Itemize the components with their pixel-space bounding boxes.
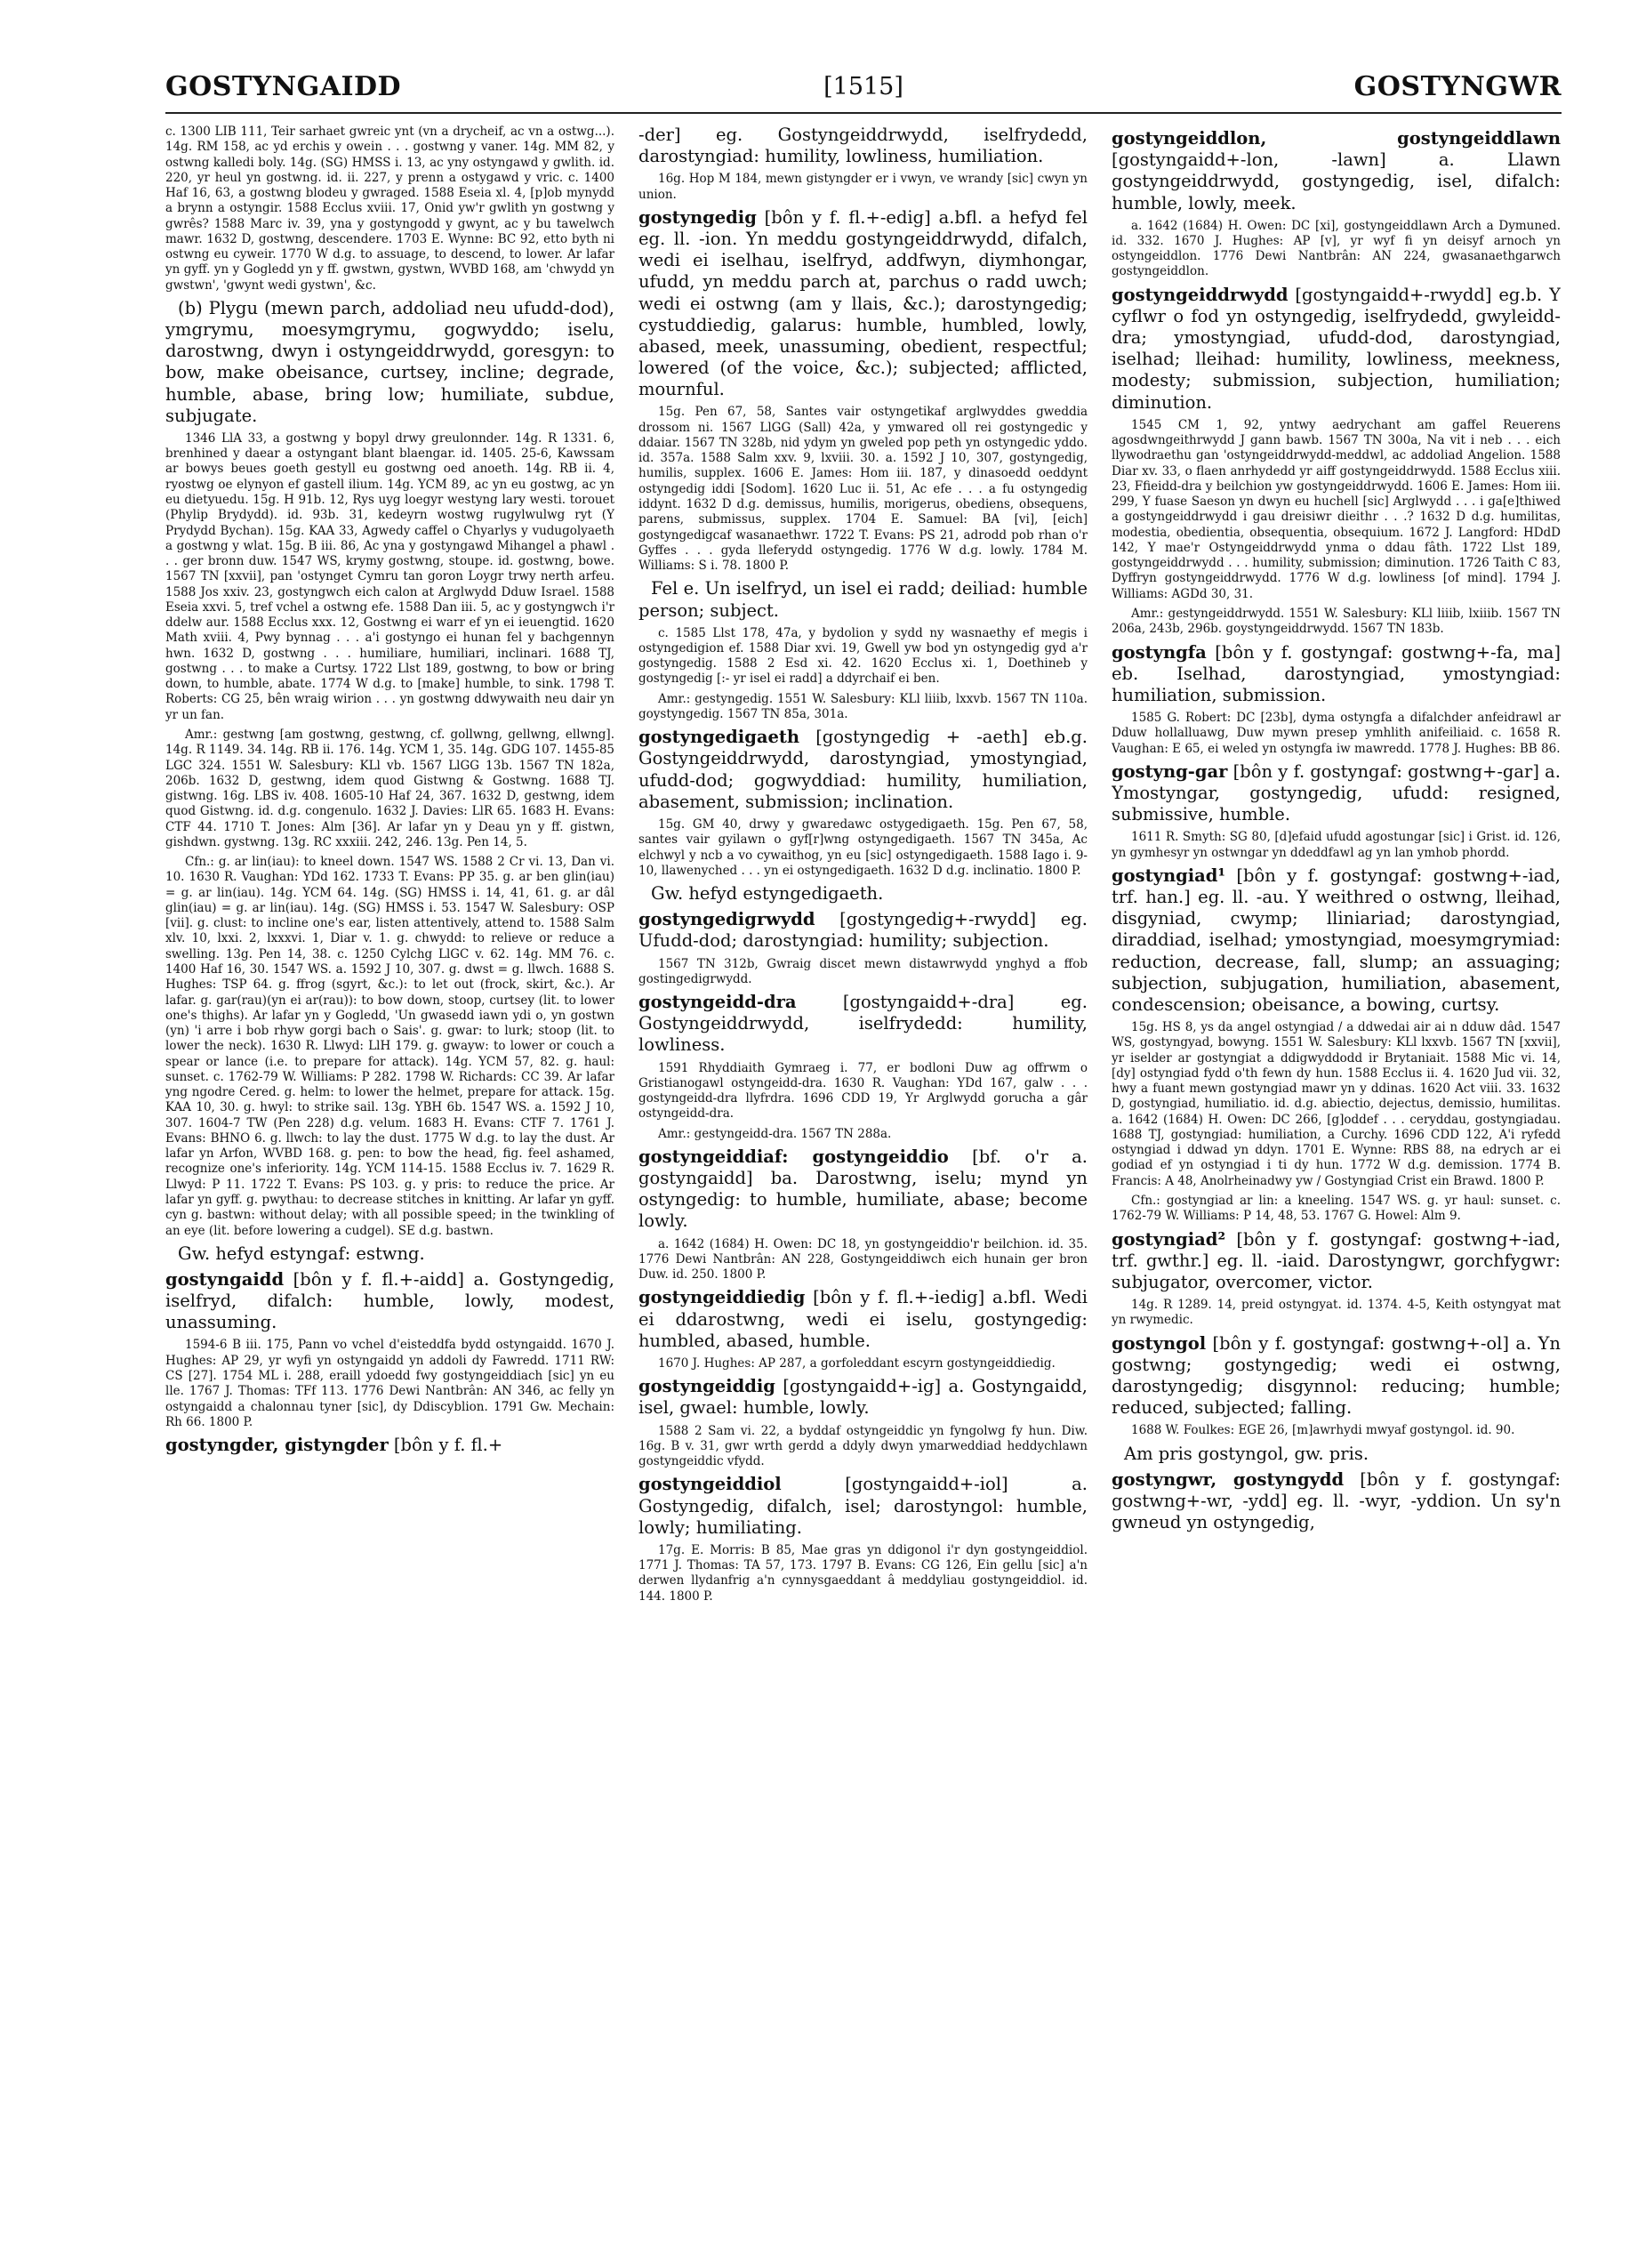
entry-definition: [gostyngedig + -aeth] eb.g. Gostyngeiddrwydd, darostyngiad, ymostyngiad, ufudd-dod; gogwyddiad: humility, humiliation, abasement, submission; inclination. [638,727,1088,812]
dictionary-entry [1112,1333,1561,1420]
citation-block: a. 1642 (1684) H. Owen: DC 18, yn gostyngeiddio'r beilchion. id. 35. 1776 Dewi Nantbrân: AN 228, Gostyngeiddiwch eich hunain ger bron Duw. id. 250. 1800 P. [638,1236,1088,1283]
entry-headword: gostyngeiddlon, gostyngeiddlawn [1112,128,1561,149]
citation-block: Cfn.: g. ar lin(iau): to kneel down. 1547 WS. 1588 2 Cr vi. 13, Dan vi. 10. 1630 R. Vaughan: YDd 162. 1733 T. Evans: PP 35. g. ar ben glin(iau) = g. ar lin(iau). 14g. YCM 64. 14g. (SG) HMSS i. 14, 41, 61. g. ar dâl glin(iau) = g. ar lin(iau). 14g. (SG) HMSS i. 53. 1547 W. Salesbury: OSP [vii]. g. clust: to incline one's ear, listen attentively, attend to. 1588 Salm xlv. 10, lxxi. 2, lxxxvi. 1, Diar v. 1. g. chwydd: to relieve or reduce a swelling. 13g. Pen 14, 38. c. 1250 Cylchg LlGC v. 62. 14g. MM 76. c. 1400 Haf 16, 30. 1547 WS. a. 1592 J 10, 307. g. dwst = g. llwch. 1688 S. Hughes: TSP 64. g. ffrog (sgyrt, &c.): to let out (frock, skirt, &c.). Ar lafar. g. gar(rau)(yn ei ar(rau)): to bow down, stoop, curtsey (lit. to lower one's thighs). Ar lafar yn y Gogledd, 'Un gwasedd iawn ydi o, yn gostwn (yn) 'i arre i bob rhyw gorgi bach o Sais'. g. gwar: to lurk; stoop (lit. to lower the neck). 1630 R. Llwyd: LlH 179. g. gwayw: to lower or couch a spear or lance (i.e. to prepare for attack). 14g. YCM 57, 82. g. haul: sunset. c. 1762-79 W. Williams: P 282. 1798 W. Richards: CC 39. Ar lafar yng ngodre Cered. g. helm: to lower the helmet, prepare for attack. 15g. KAA 10, 30. g. hwyl: to strike sail. 13g. YBH 6b. 1547 WS. a. 1592 J 10, 307. 1604-7 TW (Pen 228) d.g. velum. 1683 H. Evans: CTF 7. 1761 J. Evans: BHNO 6. g. llwch: to lay the dust. 1775 W d.g. to lay the dust. Ar lafar yn Arfon, WVBD 168. g. pen: to bow the head, fig. feel ashamed, recognize one's inferiority. 14g. YCM 114-15. 1588 Ecclus iv. 7. 1629 R. Llwyd: P 11. 1722 T. Evans: PS 103. g. y pris: to reduce the price. Ar lafar yn gyff. g. pwythau: to decrease stitches in knitting. Ar lafar yn gyff. cyn g. bastwn: without delay; with all possible speed; in the twinkling of an eye (lit. before lowering a cudgel). SE d.g. bastwn. [165,855,614,1238]
dictionary-entry [638,1287,1088,1352]
definition-text: Gw. hefyd estyngaf: estwng. [178,1243,425,1264]
citation-block: 1611 R. Smyth: SG 80, [d]efaid ufudd agostungar [sic] i Grist. id. 126, yn gymhesyr yn ostwngar yn ddeddfawl ag yn lan ymhob phordd. [1112,830,1561,860]
definition-text: Gw. hefyd estyngedigaeth. [651,883,884,905]
dictionary-entry [638,1474,1088,1539]
entry-headword: gostyngeidd-dra [638,992,797,1013]
dictionary-entry [1112,285,1561,414]
citation-block: 1591 Rhyddiaith Gymraeg i. 77, er bodloni Duw ag offrwm o Gristianogawl ostyngeidd-dra. 1630 R. Vaughan: YDd 167, galw . . . gostyngeidd-dra llyfrdra. 1696 CDD 19, Yr Arglwydd gorucha a gâr ostyngeidd-dra. [638,1060,1088,1122]
citation-block: 1670 J. Hughes: AP 287, a gorfoleddant escyrn gostyngeiddiedig. [658,1355,1056,1371]
citation-block: Amr.: gestwng [am gostwng, gestwng, cf. gollwng, gellwng, ellwng]. 14g. R 1149. 34. 14g. RB ii. 176. 14g. YCM 1, 35. 14g. GDG 107. 1455-85 LGC 324. 1551 W. Salesbury: KLl vb. 1567 LlGG 13b. 1567 TN 182a, 206b. 1632 D, gestwng, idem quod Gistwng & Gostwng. 1688 TJ. gistwng. 16g. LBS iv. 408. 1605-10 Haf 24, 367. 1632 D, gestwng, idem quod Gistwng. id. d.g. congenulo. 1632 J. Davies: LlR 65. 1683 H. Evans: CTF 44. 1710 T. Jones: Alm [36]. Ar lafar yn y Deau yn y ff. gistwn, gishdwn. gystwng. 13g. RC xxxiii. 242, 246. 13g. Pen 14, 5. [165,728,614,849]
dictionary-entry [1112,865,1561,1016]
dictionary-entry [638,727,1088,813]
citation-block: a. 1642 (1684) H. Owen: DC [xi], gostyngeiddlawn Arch a Dymuned. id. 332. 1670 J. Hughes: AP [v], yr wyf fi yn deisyf arnoch yn ostyngeiddlon. 1776 Dewi Nantbrân: AN 224, gwasanaethgarwch gostyngeiddlon. [1112,218,1561,279]
header-left-headword: GOSTYNGAIDD [165,71,402,102]
citation-block: 14g. R 1289. 14, preid ostyngyat. id. 1374. 4-5, Keith ostyngyat mat yn rwymedic. [1112,1298,1561,1328]
entry-headword: gostyngwr, gostyngydd [1112,1468,1345,1490]
dictionary-entry [165,1435,614,1456]
citation-block: 1545 CM 1, 92, yntwy aedrychant am gaffel Reuerens agosdwngeithrwydd J gann bawb. 1567 TN 300a, Na vit i neb . . . eich llywodraethu gan 'ostyngeiddrwydd-meddwl, ac addoliad Angelion. 1588 Diar xv. 33, o flaen anrhydedd yr aiff gostyngeiddrwydd. 1588 Ecclus xiii. 23, Ffieidd-dra y beilchion yw gostyngeiddrwydd. 1606 E. James: Hom iii. 299, Y fuase Saeson yn dwyn eu huchell [sic] Arglwydd . . . i ga[e]thiwed a gostyngeiddrwydd i gau dreisiwr dieithr . . .? 1632 D d.g. humilitas, modestia, obedientia, obsequentia, obsequium. 1672 J. Langford: HDdD 142, Y mae'r Ostyngeiddrwydd ynma o ddau fâth. 1722 Llst 189, gostyngeiddrwydd . . . humility, submission; diminution. 1726 Taith C 83, Dyffryn gostyngeiddrwydd. 1776 W d.g. lowliness [of mind]. 1794 J. Williams: AGDd 30, 31. [1112,417,1561,601]
header-rule [165,112,1562,114]
entry-headword: gostyng-gar [1112,760,1228,782]
dictionary-entry [165,1269,614,1334]
definition-text: Am pris gostyngol, gw. pris. [1124,1443,1369,1464]
dictionary-entry [638,992,1088,1057]
citation-block: 15g. GM 40, drwy y gwaredawc ostygedigaeth. 15g. Pen 67, 58, santes vair gyilawn o gyf[r]wng ostyngedigaeth. 1567 TN 345a, Ac elchwyl y ncb a vo cywaithog, yn eu [sic] ostyngedigaeth. 1588 Iago i. 9-10, llawenyched . . . yn ei ostyngedigaeth. 1632 D d.g. inclinatio. 1800 P. [638,816,1088,878]
entry-definition: [bôn y f. gostyngaf: gostwng+-ol] a. Yn gostwng; gostyngedig; wedi ei ostwng, darostyngedig; disgynnol: reducing; humble; reduced, subjected; falling. [1112,1332,1561,1419]
entry-headword: gostyngder, gistyngder [165,1435,389,1456]
column-2 [638,125,1088,2250]
entry-headword: gostyngedig [638,206,757,228]
entry-definition: [bôn y f. gostyngaf: gostwng+-iad, trf. gwthr.] eg. ll. -iaid. Darostyngwr, gorchfygwr: subjugator, overcomer, victor. [1112,1228,1561,1292]
citation-block: 1688 W. Foulkes: EGE 26, [m]awrhydi mwyaf gostyngol. id. 90. [1131,1423,1515,1438]
dictionary-entry [1112,642,1561,707]
column-1 [165,125,614,2250]
entry-definition: [bôn y f. gostyngaf: gostwng+-iad, trf. han.] eg. ll. -au. Y weithred o ostwng, lleihad, disgyniad, cwymp; lliniariad; darostyngiad, diraddiad, iselhad; ymostyngiad, moesymgrymiad: reduction, decrease, fall, slump; an assuaging; subjection, subjugation, humiliation, abasement, condescension; obeisance, a bowing, curtsy. [1112,865,1561,1015]
entry-definition: [gostyngaidd+-lon, -lawn] a. Llawn gostyngeiddrwydd, gostyngedig, isel, difalch: humble, lowly, meek. [1112,149,1561,213]
citation-block: Amr.: gestyngeidd-dra. 1567 TN 288a. [658,1126,892,1141]
dictionary-entry [1112,1469,1561,1534]
entry-definition: [gostyngaidd+-iol] a. Gostyngedig, difalch, isel; darostyngol: humble, lowly; humiliating. [638,1474,1088,1538]
entry-definition: [gostyngaidd+-rwydd] eg.b. Y cyflwr o fod yn ostyngedig, iselfrydedd, gwyleidd-dra; ymostyngiad, ufudd-dod, darostyngiad, iselhad; lleihad: humility, lowliness, meekness, modesty; submission, subjection, humiliation; diminution. [1112,284,1561,413]
citation-block: 15g. HS 8, ys da angel ostyngiad / a ddwedai air ai n dduw dâd. 1547 WS, gostyngyad, bowyng. 1551 W. Salesbury: KLl lxxvb. 1567 TN [xxvii], yr iselder ar gostyngiat a ddigwyddodd ir Brytaniait. 1588 Mic vi. 14, [dy] ostyngiad fydd o'th fewn dy hun. 1588 Ecclus ii. 4. 1620 Jud vii. 32, hwy a fuant mewn gostyngiad mawr yn y ddinas. 1620 Act viii. 33. 1632 D, gostyngiad, humiliatio. id. d.g. abiectio, dejectus, demissio, humilitas. a. 1642 (1684) H. Owen: DC 266, [g]oddef . . . ceryddau, gostyngiadau. 1688 TJ, gostyngiad: humiliation, a Curchy. 1696 CDD 122, A'i ryfedd ostyngiad i ddwad yn ddyn. 1701 E. Wynne: RBS 88, na edrych ar ei godiad ef yn ostyngiad i ti dy hun. 1772 W d.g. demission. 1774 B. Francis: A 48, Anolrheinadwy yw / Gostyngiad Crist ein Brawd. 1800 P. [1112,1020,1561,1188]
citation-block: 15g. Pen 67, 58, Santes vair ostyngetikaf arglwyddes gweddia drossom ni. 1567 LlGG (Sall) 42a, y ymwared oll rei gostyngedic y ddaiar. 1567 TN 328b, nid ydym yn gweled pop peth yn ostyngedic yddo. id. 357a. 1588 Salm xxv. 9, lxviii. 30. a. 1592 J 10, 307, gostyngedig, humilis, supplex. 1606 E. James: Hom iii. 187, y dinasoedd oeddynt ostyngedig iddi [Sodom]. 1620 Luc ii. 51, Ac efe . . . a fu ostyngedig iddynt. 1632 D d.g. demissus, humilis, morigerus, obediens, obsequens, parens, submissus, supplex. 1704 E. Samuel: BA [vi], [eich] gostyngedigcaf wasanaethwr. 1722 T. Evans: PS 21, adrodd pob rhan o'r Gyffes . . . gyda lleferydd ostyngedig. 1776 W d.g. lowly. 1784 M. Williams: S i. 78. 1800 P. [638,405,1088,574]
header-right-headword: GOSTYNGWR [1353,71,1562,102]
entry-definition: [gostyngaidd+-ig] a. Gostyngaidd, isel, gwael: humble, lowly. [638,1376,1088,1419]
citation-block: Cfn.: gostyngiad ar lin: a kneeling. 1547 WS. g. yr haul: sunset. c. 1762-79 W. Williams: P 14, 48, 53. 1767 G. Howel: Alm 9. [1112,1193,1561,1224]
entry-definition: [bôn y f. fl.+-aidd] a. Gostyngedig, iselfryd, difalch: humble, lowly, modest, unassuming. [165,1268,614,1333]
citation-block: Amr.: gestyngeiddrwydd. 1551 W. Salesbury: KLl liiib, lxiiib. 1567 TN 206a, 243b, 296b. goystyngeiddrwydd. 1567 TN 183b. [1112,606,1561,637]
entry-definition: [gostyngedig+-rwydd] eg. Ufudd-dod; darostyngiad: humility; subjection. [638,909,1088,952]
dictionary-entry [1112,1229,1561,1294]
citation-block: 1567 TN 312b, Gwraig discet mewn distawrwydd ynghyd a ffob gostingedigrwydd. [638,956,1088,986]
citation-block: 1594-6 B iii. 175, Pann vo vchel d'eisteddfa bydd ostyngaidd. 1670 J. Hughes: AP 29, yr wyfi yn ostyngaidd yn addoli dy Fawredd. 1711 RW: CS [27]. 1754 ML i. 288, eraill ydoedd fwy gostyngeiddiach [sic] yn eu lle. 1767 J. Thomas: TFf 113. 1776 Dewi Nantbrân: AN 346, ac felly yn ostyngaidd a chalonnau tyner [sic], dy Ddiscyblion. 1791 Gw. Mechain: Rh 66. 1800 P. [165,1338,614,1429]
page-number: [1515] [823,73,903,101]
definition-text: (b) Plygu (mewn parch, addoliad neu ufudd-dod), ymgrymu, moesymgrymu, gogwyddo; iselu, darostwng, dwyn i ostyngeiddrwydd, goresgyn: to bow, make obeisance, curtsey, incline; degrade, humble, abase, bring low; humiliate, subdue, subjugate. [165,297,614,426]
entry-headword: gostyngeiddrwydd [1112,284,1289,305]
entry-definition: [bôn y f. gostyngaf: gostwng+-fa, ma] eb. Iselhad, darostyngiad, ymostyngiad: humiliation, submission. [1112,641,1561,705]
citation-block: c. 1585 Llst 178, 47a, y bydolion y sydd ny wasnaethy ef megis i ostyngedigion ef. 1588 Diar xvi. 19, Gwell yw bod yn ostyngedig gyd a'r gostyngedig. 1588 2 Esd xi. 42. 1620 Ecclus xi. 1, Doethineb y gostyngedig [:- yr isel ei radd] a ddyrchaif ei ben. [638,625,1088,687]
citation-block: Amr.: gestyngedig. 1551 W. Salesbury: KLl liiib, lxxvb. 1567 TN 110a. goystyngedig. 1567 TN 85a, 301a. [638,691,1088,722]
entry-headword: gostyngedigrwydd [638,909,815,930]
entry-definition: [bôn y f. fl.+ [388,1435,503,1456]
dictionary-entry [638,1376,1088,1419]
definition-text: Fel e. Un iselfryd, un isel ei radd; deiliad: humble person; subject. [638,578,1088,621]
citation-block: c. 1300 LIB 111, Teir sarhaet gwreic ynt (vn a drycheif, ac vn a ostwg...). 14g. RM 158, ac yd erchis y owein . . . gostwng y vaner. 14g. MM 82, y ostwng kalledi boly. 14g. (SG) HMSS i. 13, ac yny ostyngawd y gwlith. id. 220, yr heul yn gostwng. id. ii. 227, y prenn a ostygawd y vric. c. 1400 Haf 16, 63, a gostwng blodeu y gwraged. 1588 Eseia xl. 4, [p]ob mynydd a brynn a ostyngir. 1588 Ecclus xviii. 17, Onid yw'r gwlith yn gostwng y gwrês? 1588 Marc iv. 39, yna y gostyngodd y gwynt, ac y bu tawelwch mawr. 1632 D, gostwng, descendere. 1703 E. Wynne: BC 92, etto byth ni ostwng eu cyweir. 1770 W d.g. to assuage, to descend, to lower. Ar lafar yn gyff. yn y Gogledd yn y ff. gwstwn, gystwn, WVBD 168, am 'chwydd yn gwstwn', 'gwynt wedi gystwn', &c. [165,125,614,293]
entry-headword: gostyngeiddiol [638,1474,782,1495]
entry-headword: gostyngeiddiaf: gostyngeiddio [638,1146,949,1167]
definition-text: -der] eg. Gostyngeiddrwydd, iselfrydedd, darostyngiad: humility, lowliness, humiliation. [638,125,1088,167]
citation-block: 1585 G. Robert: DC [23b], dyma ostyngfa a difalchder anfeidrawl ar Dduw hollalluawg, Duw mywn presep ymhlith anifeiliaid. c. 1658 R. Vaughan: E 65, ei weled yn ostyngfa iw mawredd. 1778 J. Hughes: BB 86. [1112,711,1561,756]
entry-headword: gostyngiad¹ [1112,865,1225,886]
citation-block: 16g. Hop M 184, mewn gistyngder er i vwyn, ve wrandy [sic] cwyn yn union. [638,172,1088,202]
entry-definition: [bf. o'r a. gostyngaidd] ba. Darostwng, iselu; mynd yn ostyngedig: to humble, humiliate, abase; become lowly. [638,1146,1088,1232]
entry-headword: gostyngedigaeth [638,727,800,748]
dictionary-entry [1112,761,1561,826]
entry-definition: [gostyngaidd+-dra] eg. Gostyngeiddrwydd, iselfrydedd: humility, lowliness. [638,992,1088,1056]
entry-headword: gostyngol [1112,1332,1207,1354]
entry-headword: gostyngeiddig [638,1376,775,1397]
column-3 [1112,125,1561,2250]
page-header [165,71,1562,114]
entry-definition: [bôn y f. fl.+-iedig] a.bfl. Wedi ei ddarostwng, wedi ei iselu, gostyngedig: humbled, abased, humble. [638,1287,1088,1351]
entry-definition: [bôn y f. gostyngaf: gostwng+-gar] a. Ymostyngar, gostyngedig, ufudd: resigned, submissive, humble. [1112,760,1561,825]
entry-headword: gostyngeiddiedig [638,1287,806,1308]
entry-headword: gostyngfa [1112,641,1207,663]
entry-definition: [bôn y f. gostyngaf: gostwng+-wr, -ydd] eg. ll. -wyr, -yddion. Un sy'n gwneud yn ostyngedig, [1112,1468,1561,1533]
entry-headword: gostyngiad² [1112,1228,1225,1250]
entry-definition: [bôn y f. fl.+-edig] a.bfl. a hefyd fel eg. ll. -ion. Yn meddu gostyngeiddrwydd, difalch, wedi ei iselhau, iselfryd, addfwyn, diymhongar, ufudd, yn meddu parch at, parchus o radd uwch; wedi ei ostwng (am y llais, &c.); darostyngedig; cystuddiedig, galarus: humble, humbled, lowly, abased, meek, unassuming, obedient, respectful; lowered (of the voice, &c.); subjected; afflicted, mournful. [638,206,1088,400]
citation-block: 17g. E. Morris: B 85, Mae gras yn ddigonol i'r dyn gostyngeiddiol. 1771 J. Thomas: TA 57, 173. 1797 B. Evans: CG 126, Ein gellu [sic] a'n derwen llydanfrig a'n cynnysgaeddant â meddyliau gostyngeiddiol. id. 144. 1800 P. [638,1542,1088,1604]
citation-block: 1588 2 Sam vi. 22, a byddaf ostyngeiddic yn fyngolwg fy hun. Diw. 16g. B v. 31, gwr wrth gerdd a ddyly dwyn ymarweddiad heddychlawn gostyngeiddic vfydd. [638,1423,1088,1469]
dictionary-entry [1112,128,1561,214]
entry-headword: gostyngaidd [165,1268,285,1290]
dictionary-entry [638,909,1088,952]
citation-block: 1346 LlA 33, a gostwng y bopyl drwy greulonnder. 14g. R 1331. 6, brenhined y daear a ostyngant blant blaengar. id. 1405. 25-6, Kawssam ar bowys beues goeth gestyll eu gostwng oed anoeth. 14g. RB ii. 4, ryostwg oe elynyon ef gastell ilium. 14g. YCM 89, ac yn eu gostwg, ac yn eu dietyuedu. 15g. H 91b. 12, Rys uyg loegyr westyng lary westi. torouet (Phylip Brydydd). id. 93b. 31, kedeyrn wostwg rugylwulwg ryt (Y Prydydd Bychan). 15g. KAA 33, Agwedy caffel o Chyarlys y vudugolyaeth a gostwng y wlat. 15g. B iii. 86, Ac yna y gostyngawd Mihangel a phawl . . . ger bronn duw. 1547 WS, krymy gostwng, stoupe. id. gostwng, bowe. 1567 TN [xxvii], pan 'ostynget Cymru tan goron Loygr trwy nerth arfeu. 1588 Jos xxiv. 23, gostyngwch eich calon at Arglwydd Dduw Israel. 1588 Eseia xxvi. 5, tref vchel a ostwng efe. 1588 Dan iii. 5, ac y gostyngwch i'r ddelw aur. 1588 Ecclus xxx. 12, Gostwng ei warr ef yn ei ieuengtid. 1620 Math xviii. 4, Pwy bynnag . . . a'i gostyngo ei hunan fel y bachgennyn hwn. 1632 D, gostwng . . . humiliare, humiliari, inclinari. 1688 TJ, gostwng . . . to make a Curtsy. 1722 Llst 189, gostwng, to bow or bring down, to humble, abate. 1774 W d.g. to [make] humble, to sink. 1798 T. Roberts: CG 25, bên wraig wirion . . . yn gostwng ddwywaith neu dair yn yr un fan. [165,430,614,722]
dictionary-entry [638,207,1088,401]
dictionary-entry [638,1146,1088,1233]
